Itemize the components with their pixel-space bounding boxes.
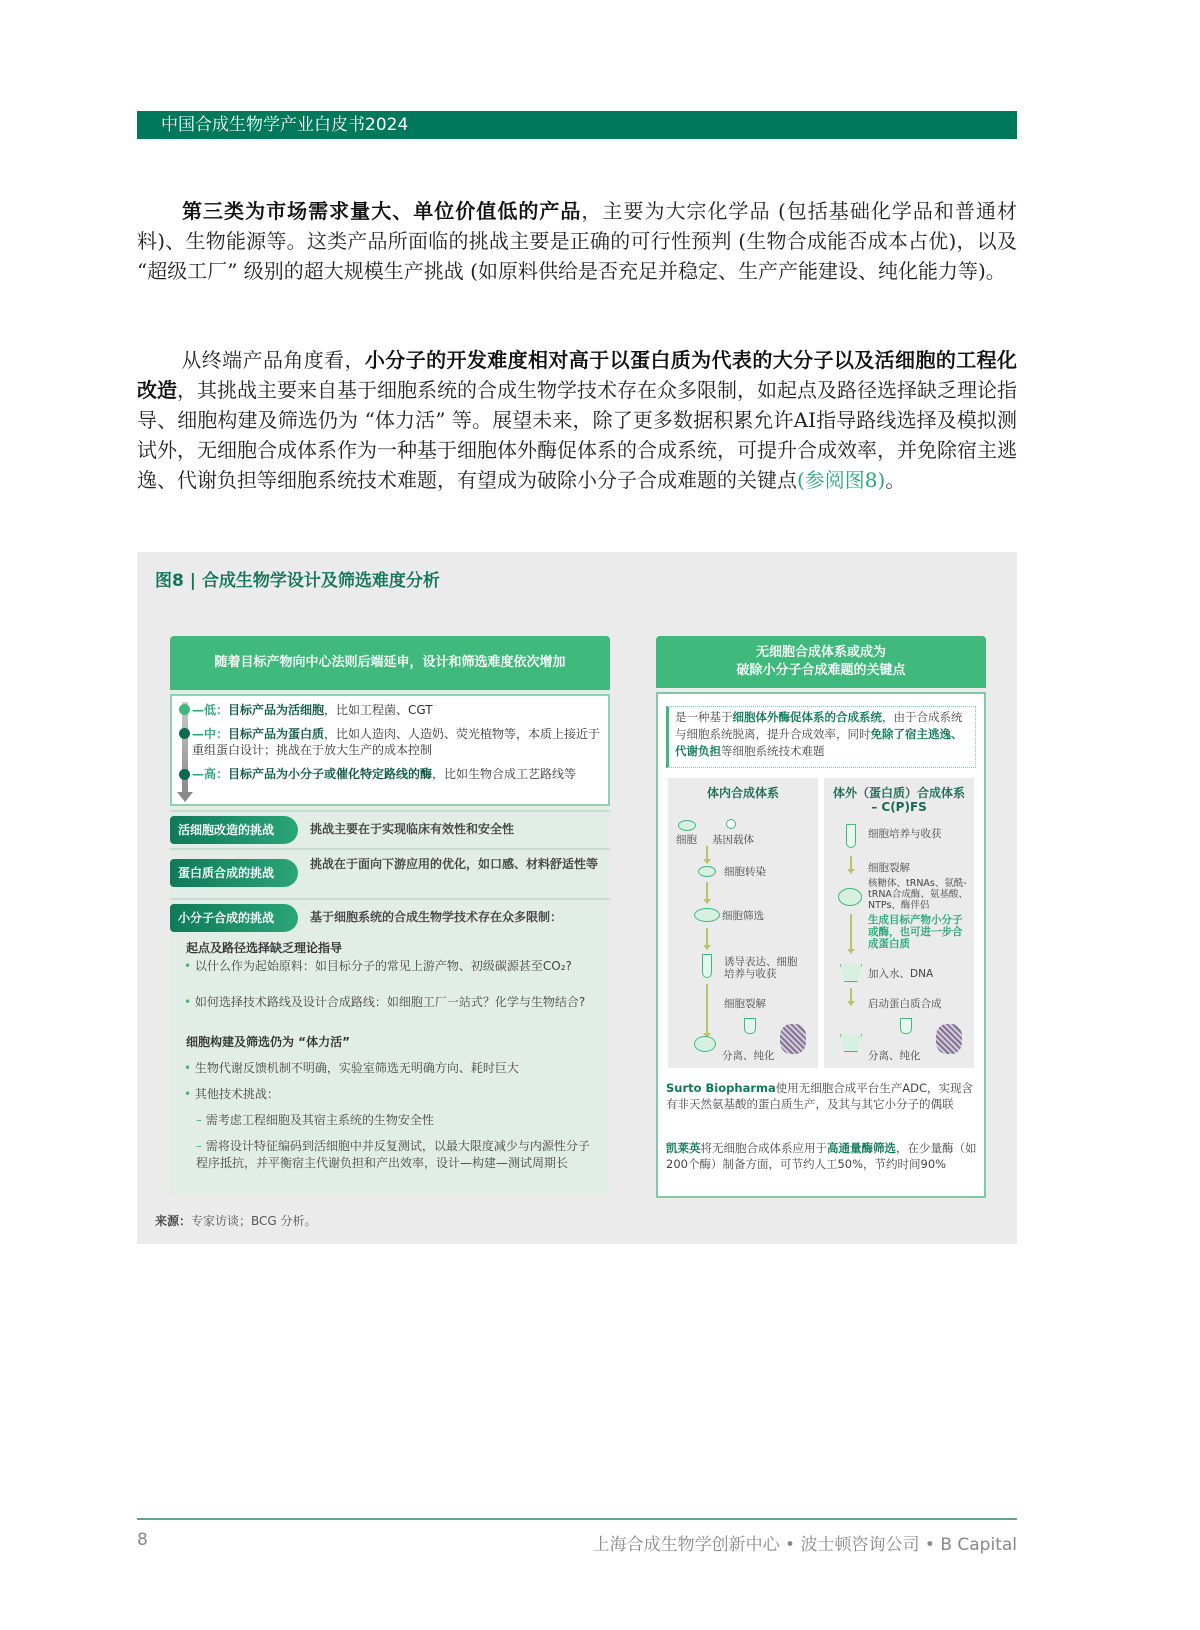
source-text: 专家访谈；BCG 分析。 [191, 1214, 317, 1228]
case-company: 凯莱英 [666, 1141, 701, 1155]
cell-free-intro [666, 706, 976, 768]
header-line-1: 无细胞合成体系或成为 [755, 645, 886, 660]
detail-heading: 起点及路径选择缺乏理论指导 [186, 941, 343, 955]
challenge-text: 基于细胞系统的合成生物学技术存在众多限制： [310, 910, 563, 924]
paragraph-2-bold: 小分子的开发难度相对高于以蛋白质为代表的大分子以及活细胞的工程化改造 [137, 348, 1018, 402]
cell-free-panel [656, 636, 986, 1198]
column-icon [744, 1018, 756, 1034]
arrow-down-icon [706, 846, 708, 860]
test-tube-icon [846, 824, 856, 848]
arrow-down-icon [850, 988, 852, 1002]
level-bold: 目标产品为活细胞 [228, 703, 325, 717]
page-number: 8 [137, 1530, 148, 1550]
detail-bullet-text: 其他技术挑战： [194, 1087, 279, 1101]
footer-publishers: 上海合成生物学创新中心 • 波士顿咨询公司 • B Capital [592, 1535, 1017, 1555]
level-tag: —中： [192, 727, 229, 741]
case-text: ，在少量酶（如200个酶）制备方面，可节约人工50%，节约时间90% [666, 1141, 977, 1171]
difficulty-panel [170, 636, 610, 1196]
challenge-label: 活细胞改造的挑战 [170, 816, 298, 844]
challenge-living-cell [170, 810, 610, 846]
in-vivo-title: 体内合成体系 [706, 786, 779, 800]
intro-text: ，由于合成系统与细胞系统脱离，提升合成效率，同时 [675, 710, 963, 741]
protein-structure-icon [780, 1024, 806, 1054]
case-text: 使用无细胞合成平台生产ADC，实现含有非天然氨基酸的蛋白质生产，及其与其它小分子的偶联 [666, 1081, 974, 1111]
challenge-label: 蛋白质合成的挑战 [170, 859, 298, 887]
paragraph-1-bold: 第三类为市场需求量大、单位价值低的产品 [181, 199, 582, 223]
step-screen: 细胞筛选 [722, 910, 764, 922]
detail-bullet: • 以什么作为起始原料：如目标分子的常见上游产物、初级碳源甚至CO₂? [184, 959, 572, 973]
source-label: 来源： [155, 1214, 192, 1228]
challenge-small-molecule [170, 898, 610, 1196]
level-low [192, 702, 562, 718]
step-culture: 细胞培养与收获 [868, 828, 942, 840]
document-header: 中国合成生物学产业白皮书2024 [137, 111, 1017, 139]
detail-bullet: • 如何选择技术路线及设计合成路线：如细胞工厂一站式？化学与生物结合? [184, 995, 586, 1009]
test-tube-icon [702, 954, 712, 978]
vector-icon [726, 819, 736, 829]
step-express: 诱导表达、细胞培养与收获 [724, 956, 798, 980]
case-text: 将无细胞合成体系应用于 [700, 1141, 827, 1155]
detail-bullet-text: 如何选择技术路线及设计合成路线：如细胞工厂一站式？化学与生物结合? [194, 995, 586, 1009]
difficulty-arrow [182, 702, 188, 794]
case-surto [666, 1080, 978, 1112]
intro-text: 等细胞系统技术难题 [721, 744, 825, 758]
detail-bullet-text: 生物代谢反馈机制不明确，实验室筛选无明确方向、耗时巨大 [194, 1061, 519, 1075]
in-vitro-title: 体外（蛋白质）合成体系 – C(P)FS [832, 786, 965, 814]
level-dot-low [179, 704, 190, 715]
lysate-icon [694, 1036, 716, 1052]
detail-heading: 细胞构建及筛选仍为 “体力活” [186, 1035, 350, 1049]
arrow-down-icon [706, 928, 708, 946]
reaction-cup-icon [840, 964, 862, 982]
cell-free-panel-header [656, 636, 986, 688]
cell-icon [698, 866, 716, 877]
figure-title: 图8 | 合成生物学设计及筛选难度分析 [155, 571, 440, 591]
level-tag: —低： [192, 703, 229, 717]
level-dot-high [179, 769, 190, 780]
level-high [192, 766, 602, 782]
step-transfect: 细胞转染 [724, 866, 766, 878]
paragraph-2-lead: 从终端产品角度看， [181, 348, 365, 372]
level-text: ，比如工程菌、CGT [324, 703, 433, 717]
paragraph-2-end: 。 [885, 468, 906, 492]
protein-structure-icon [936, 1024, 962, 1054]
difficulty-levels [170, 694, 610, 806]
level-bold: 目标产品为小分子或催化特定路线的酶 [228, 767, 433, 781]
header-line-2: 破除小分子合成难题的关键点 [736, 663, 906, 678]
level-text: ，比如生物合成工艺路线等 [432, 767, 577, 781]
paragraph-1 [137, 196, 1017, 286]
detail-dash: – 需考虑工程细胞及其宿主系统的生物安全性 [196, 1113, 434, 1127]
detail-bullet-text: 以什么作为起始原料：如目标分子的常见上游产物、初级碳源甚至CO₂? [194, 959, 572, 973]
level-bold: 目标产品为蛋白质 [228, 727, 325, 741]
step-start-synthesis: 启动蛋白质合成 [868, 998, 942, 1010]
cell-icon [678, 820, 696, 831]
lysate-icon [838, 888, 862, 906]
paragraph-2 [137, 345, 1017, 495]
step-vector: 基因载体 [712, 834, 754, 846]
arrow-down-icon [706, 984, 708, 1034]
detail-dash-text: 需将设计特征编码到活细胞中并反复测试，以最大限度减少与内源性分子程序抵抗，并平衡宿主代谢负担和产出效率，设计—构建—测试周期长 [196, 1139, 590, 1170]
difficulty-panel-header: 随着目标产物向中心法则后端延申，设计和筛选难度依次增加 [170, 636, 610, 690]
petri-dish-icon [694, 908, 720, 922]
intro-bold: 细胞体外酶促体系的合成系统 [732, 710, 882, 724]
intro-text: 是一种基于 [675, 710, 733, 724]
challenge-text: 挑战在于面向下游应用的优化，如口感、材料舒适性等 [310, 857, 599, 871]
reaction-cup-icon [840, 1034, 862, 1052]
intro-bold: 免除了宿主逃逸、代谢负担 [675, 727, 963, 758]
arrow-down-icon [177, 792, 193, 802]
step-lyse: 细胞裂解 [724, 998, 766, 1010]
paragraph-1-text: ，主要为大宗化学品 (包括基础化学品和普通材料)、生物能源等。这类产品所面临的挑战主要是正确的可行性预判 (生物合成能否成本占优)，以及 “超级工厂” 级别的超大规模生产挑战 (如原料供给是否充足并稳定、生产产能建设、纯化能力等)。 [137, 199, 1017, 283]
level-dot-mid [179, 728, 190, 739]
detail-dash: – 需将设计特征编码到活细胞中并反复测试，以最大限度减少与内源性分子程序抵抗，并平衡宿主代谢负担和产出效率，设计—构建—测试周期长 [196, 1139, 590, 1170]
figure-8 [137, 552, 1017, 1244]
step-product: 生成目标产物小分子或酶，也可进一步合成蛋白质 [868, 914, 963, 950]
in-vitro-column [824, 778, 974, 1068]
in-vivo-column [668, 778, 818, 1068]
step-components: 核糖体、tRNAs、氨酰-tRNA合成酶、氨基酸、NTPs、酶伴侣 [868, 878, 968, 911]
column-icon [900, 1018, 912, 1034]
challenge-label: 小分子合成的挑战 [170, 904, 298, 932]
level-tag: —高： [192, 767, 229, 781]
case-asymchem [666, 1140, 978, 1172]
detail-bullet: • 生物代谢反馈机制不明确，实验室筛选无明确方向、耗时巨大 [184, 1061, 519, 1075]
step-purify: 分离、纯化 [722, 1050, 775, 1062]
challenge-text: 挑战主要在于实现临床有效性和安全性 [310, 822, 515, 836]
step-purify: 分离、纯化 [868, 1050, 921, 1062]
arrow-down-icon [850, 856, 852, 870]
figure-source [155, 1212, 317, 1229]
cell-free-panel-body [656, 692, 986, 1198]
level-text: ，比如人造肉、人造奶、荧光植物等，本质上接近于重组蛋白设计；挑战在于放大生产的成本控制 [192, 727, 601, 757]
step-add-water-dna: 加入水、DNA [868, 968, 934, 980]
footer-divider [137, 1518, 1017, 1520]
challenge-protein [170, 848, 610, 894]
figure-reference-link[interactable]: (参阅图8) [797, 468, 886, 492]
detail-dash-text: 需考虑工程细胞及其宿主系统的生物安全性 [205, 1113, 434, 1127]
detail-bullet: • 其他技术挑战： [184, 1087, 279, 1101]
arrow-down-icon [850, 914, 852, 950]
paragraph-2-text: ，其挑战主要来自基于细胞系统的合成生物学技术存在众多限制，如起点及路径选择缺乏理论指导、细胞构建及筛选仍为 “体力活” 等。展望未来，除了更多数据积累允许AI指导路线选择及模拟测试外，无细胞合成体系作为一种基于细胞体外酶促体系的合成系统，可提升合成效率，并免除宿主逃逸、代谢负担等细胞系统技术难题，有望成为破除小分子合成难题的关键点 [137, 378, 1017, 492]
step-lyse: 细胞裂解 [868, 862, 910, 874]
arrow-down-icon [706, 882, 708, 900]
case-company: Surto Biopharma [666, 1081, 776, 1095]
step-cell: 细胞 [676, 834, 697, 846]
case-bold: 高通量酶筛选 [827, 1141, 896, 1155]
level-mid [192, 726, 602, 758]
